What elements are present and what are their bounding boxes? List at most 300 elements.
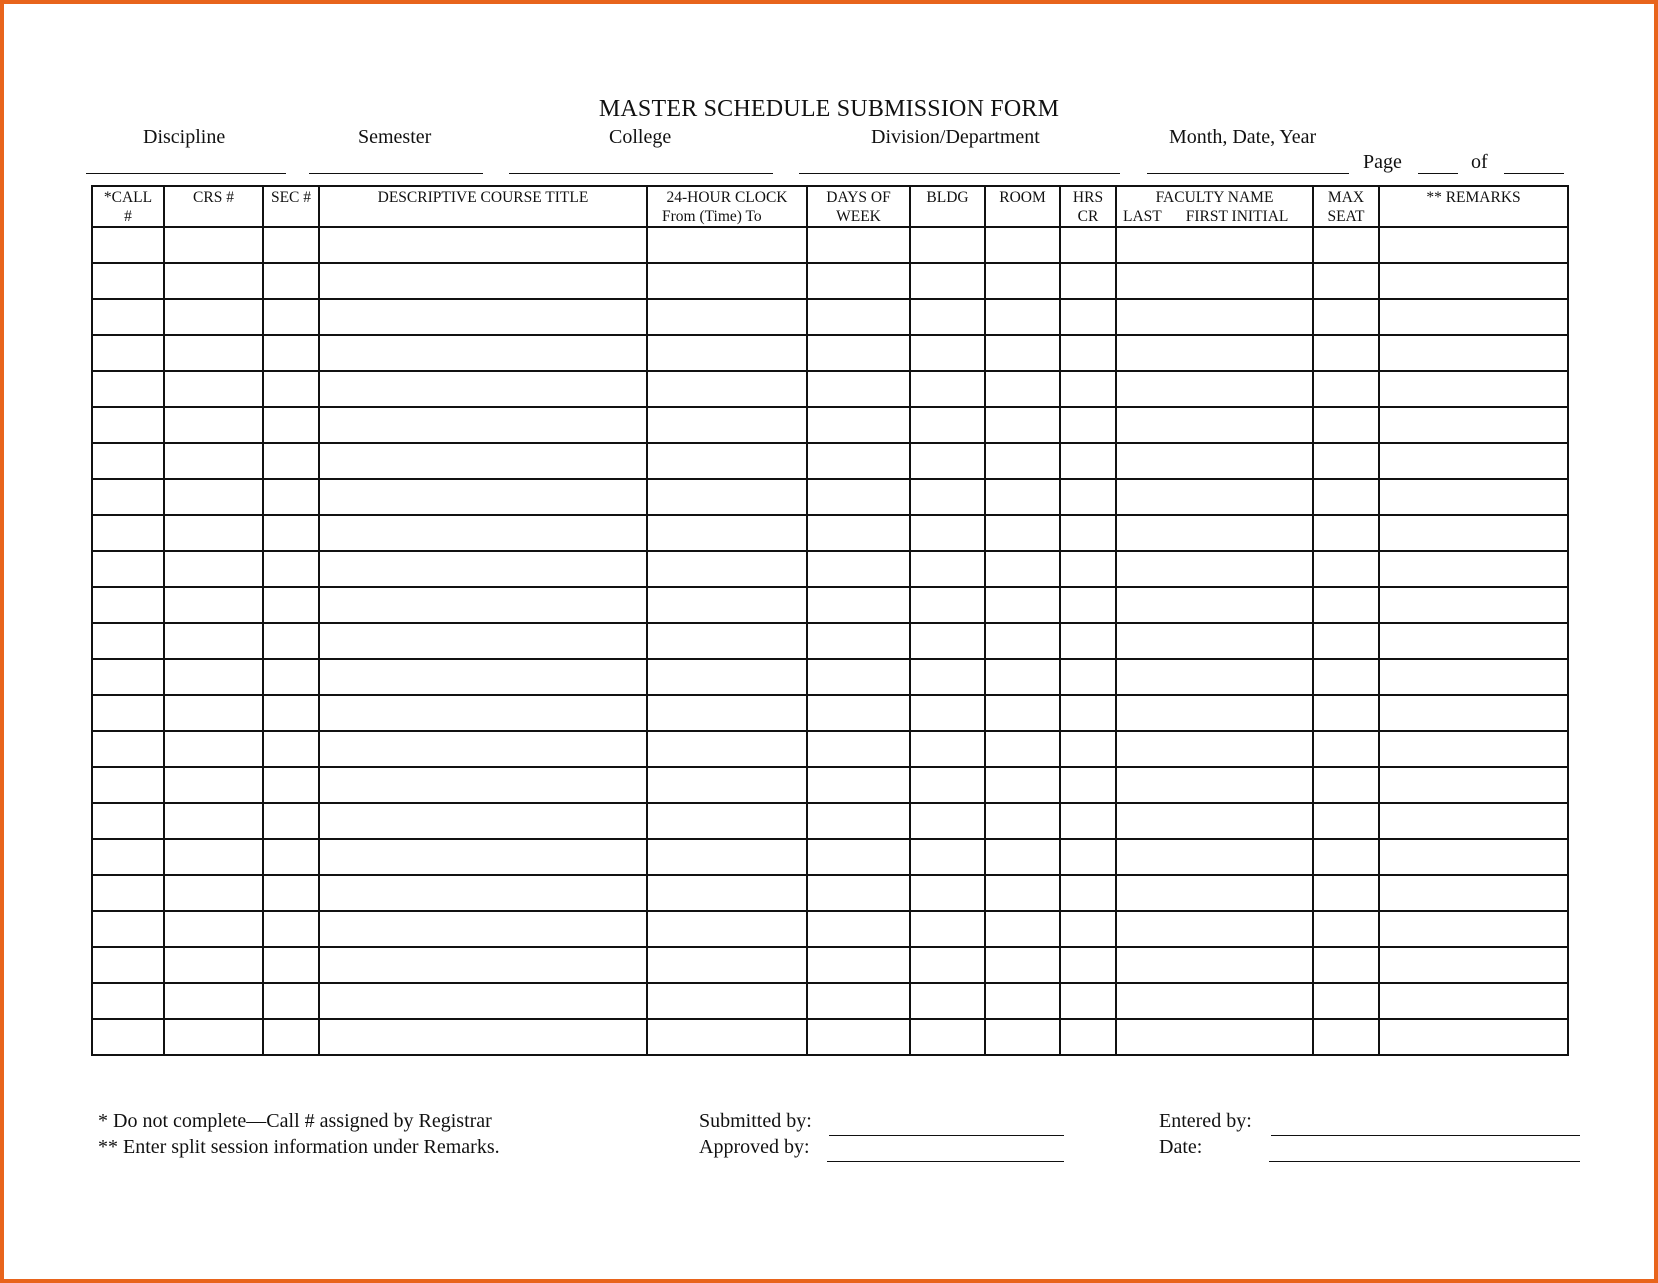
table-cell[interactable] [1313, 875, 1379, 911]
table-cell[interactable] [164, 911, 263, 947]
table-cell[interactable] [985, 371, 1060, 407]
table-cell[interactable] [1116, 659, 1313, 695]
table-cell[interactable] [164, 803, 263, 839]
table-cell[interactable] [92, 479, 164, 515]
table-cell[interactable] [1313, 767, 1379, 803]
table-cell[interactable] [647, 479, 807, 515]
table-cell[interactable] [164, 767, 263, 803]
table-cell[interactable] [164, 551, 263, 587]
table-cell[interactable] [319, 263, 647, 299]
table-cell[interactable] [1060, 335, 1116, 371]
table-cell[interactable] [92, 731, 164, 767]
table-cell[interactable] [910, 407, 985, 443]
table-cell[interactable] [1116, 767, 1313, 803]
table-cell[interactable] [164, 1019, 263, 1055]
table-cell[interactable] [92, 335, 164, 371]
table-cell[interactable] [1116, 695, 1313, 731]
table-cell[interactable] [164, 335, 263, 371]
table-cell[interactable] [910, 731, 985, 767]
table-cell[interactable] [1060, 371, 1116, 407]
table-cell[interactable] [1116, 407, 1313, 443]
column-header-clock: 24-HOUR CLOCK From (Time) To [647, 186, 807, 227]
table-row [92, 407, 1568, 443]
table-cell[interactable] [164, 263, 263, 299]
table-cell[interactable] [1313, 335, 1379, 371]
table-cell[interactable] [92, 515, 164, 551]
table-cell[interactable] [263, 803, 319, 839]
table-cell[interactable] [319, 371, 647, 407]
table-cell[interactable] [985, 335, 1060, 371]
table-cell[interactable] [1313, 587, 1379, 623]
table-cell[interactable] [1313, 695, 1379, 731]
table-cell[interactable] [647, 335, 807, 371]
table-cell[interactable] [1060, 659, 1116, 695]
table-cell[interactable] [910, 335, 985, 371]
table-cell[interactable] [647, 983, 807, 1019]
table-cell[interactable] [1379, 839, 1568, 875]
table-cell[interactable] [1379, 479, 1568, 515]
table-cell[interactable] [985, 767, 1060, 803]
table-cell[interactable] [1060, 551, 1116, 587]
table-cell[interactable] [319, 947, 647, 983]
table-cell[interactable] [1116, 371, 1313, 407]
table-cell[interactable] [164, 407, 263, 443]
table-cell[interactable] [1313, 659, 1379, 695]
table-cell[interactable] [985, 587, 1060, 623]
table-cell[interactable] [910, 371, 985, 407]
table-cell[interactable] [263, 551, 319, 587]
table-cell[interactable] [985, 659, 1060, 695]
table-cell[interactable] [1116, 623, 1313, 659]
division-department-field-line[interactable] [799, 173, 1120, 174]
table-cell[interactable] [1379, 767, 1568, 803]
table-cell[interactable] [807, 695, 910, 731]
table-cell[interactable] [1116, 911, 1313, 947]
table-cell[interactable] [92, 947, 164, 983]
table-cell[interactable] [1313, 803, 1379, 839]
table-cell[interactable] [164, 371, 263, 407]
table-cell[interactable] [807, 335, 910, 371]
table-cell[interactable] [910, 839, 985, 875]
table-cell[interactable] [910, 299, 985, 335]
table-cell[interactable] [1313, 947, 1379, 983]
table-cell[interactable] [319, 407, 647, 443]
table-cell[interactable] [1116, 515, 1313, 551]
table-cell[interactable] [319, 335, 647, 371]
table-cell[interactable] [910, 803, 985, 839]
table-cell[interactable] [910, 947, 985, 983]
table-cell[interactable] [807, 875, 910, 911]
table-cell[interactable] [985, 263, 1060, 299]
table-cell[interactable] [1060, 731, 1116, 767]
table-cell[interactable] [1116, 839, 1313, 875]
table-cell[interactable] [92, 587, 164, 623]
table-cell[interactable] [1116, 587, 1313, 623]
table-cell[interactable] [1060, 839, 1116, 875]
table-cell[interactable] [319, 875, 647, 911]
table-cell[interactable] [647, 695, 807, 731]
table-cell[interactable] [910, 479, 985, 515]
table-cell[interactable] [263, 623, 319, 659]
table-cell[interactable] [263, 731, 319, 767]
table-cell[interactable] [807, 407, 910, 443]
table-cell[interactable] [263, 1019, 319, 1055]
table-cell[interactable] [319, 659, 647, 695]
table-cell[interactable] [1313, 839, 1379, 875]
table-cell[interactable] [910, 551, 985, 587]
table-cell[interactable] [807, 947, 910, 983]
table-cell[interactable] [1060, 875, 1116, 911]
table-row [92, 1019, 1568, 1055]
form-title: MASTER SCHEDULE SUBMISSION FORM [598, 96, 1060, 122]
table-cell[interactable] [1060, 263, 1116, 299]
table-cell[interactable] [263, 263, 319, 299]
table-cell[interactable] [164, 947, 263, 983]
table-cell[interactable] [647, 731, 807, 767]
submitted-by-line[interactable] [829, 1135, 1064, 1136]
table-cell[interactable] [319, 515, 647, 551]
table-cell[interactable] [319, 479, 647, 515]
table-cell[interactable] [92, 875, 164, 911]
table-cell[interactable] [1060, 227, 1116, 263]
table-cell[interactable] [1379, 335, 1568, 371]
table-cell[interactable] [164, 479, 263, 515]
table-cell[interactable] [985, 443, 1060, 479]
table-cell[interactable] [92, 839, 164, 875]
table-cell[interactable] [92, 983, 164, 1019]
table-cell[interactable] [985, 515, 1060, 551]
table-cell[interactable] [92, 371, 164, 407]
table-cell[interactable] [910, 659, 985, 695]
table-cell[interactable] [910, 695, 985, 731]
table-cell[interactable] [1060, 443, 1116, 479]
table-cell[interactable] [263, 407, 319, 443]
table-cell[interactable] [263, 443, 319, 479]
table-cell[interactable] [1379, 875, 1568, 911]
table-row [92, 263, 1568, 299]
table-cell[interactable] [910, 623, 985, 659]
table-cell[interactable] [1116, 803, 1313, 839]
table-cell[interactable] [910, 515, 985, 551]
table-cell[interactable] [319, 551, 647, 587]
table-cell[interactable] [985, 731, 1060, 767]
table-cell[interactable] [1379, 983, 1568, 1019]
table-cell[interactable] [807, 659, 910, 695]
table-cell[interactable] [647, 587, 807, 623]
table-cell[interactable] [92, 767, 164, 803]
table-cell[interactable] [1116, 983, 1313, 1019]
table-cell[interactable] [164, 299, 263, 335]
table-cell[interactable] [1379, 299, 1568, 335]
table-cell[interactable] [92, 1019, 164, 1055]
table-cell[interactable] [807, 911, 910, 947]
table-cell[interactable] [910, 263, 985, 299]
table-cell[interactable] [647, 443, 807, 479]
table-row [92, 299, 1568, 335]
table-cell[interactable] [1116, 1019, 1313, 1055]
table-cell[interactable] [92, 443, 164, 479]
table-cell[interactable] [647, 299, 807, 335]
table-cell[interactable] [1313, 407, 1379, 443]
table-cell[interactable] [985, 911, 1060, 947]
table-cell[interactable] [647, 263, 807, 299]
table-cell[interactable] [1379, 371, 1568, 407]
table-cell[interactable] [807, 263, 910, 299]
table-cell[interactable] [807, 623, 910, 659]
table-cell[interactable] [319, 767, 647, 803]
table-cell[interactable] [319, 839, 647, 875]
table-cell[interactable] [1379, 695, 1568, 731]
table-cell[interactable] [647, 803, 807, 839]
table-cell[interactable] [985, 803, 1060, 839]
table-cell[interactable] [164, 623, 263, 659]
table-cell[interactable] [807, 443, 910, 479]
table-cell[interactable] [1379, 407, 1568, 443]
table-cell[interactable] [647, 623, 807, 659]
table-cell[interactable] [319, 443, 647, 479]
table-cell[interactable] [807, 1019, 910, 1055]
table-cell[interactable] [647, 551, 807, 587]
table-cell[interactable] [1313, 227, 1379, 263]
table-cell[interactable] [807, 299, 910, 335]
table-cell[interactable] [807, 551, 910, 587]
table-cell[interactable] [1060, 983, 1116, 1019]
table-cell[interactable] [1379, 263, 1568, 299]
table-cell[interactable] [263, 227, 319, 263]
table-cell[interactable] [910, 983, 985, 1019]
table-cell[interactable] [910, 911, 985, 947]
table-cell[interactable] [647, 227, 807, 263]
table-cell[interactable] [1379, 227, 1568, 263]
table-cell[interactable] [164, 587, 263, 623]
table-cell[interactable] [1060, 1019, 1116, 1055]
table-cell[interactable] [1379, 803, 1568, 839]
table-cell[interactable] [985, 227, 1060, 263]
table-cell[interactable] [1060, 803, 1116, 839]
table-cell[interactable] [1116, 479, 1313, 515]
table-cell[interactable] [319, 1019, 647, 1055]
table-cell[interactable] [910, 875, 985, 911]
table-cell[interactable] [263, 839, 319, 875]
table-cell[interactable] [910, 227, 985, 263]
table-cell[interactable] [1379, 911, 1568, 947]
table-cell[interactable] [263, 479, 319, 515]
table-cell[interactable] [164, 227, 263, 263]
semester-field-line[interactable] [309, 173, 483, 174]
table-cell[interactable] [1116, 551, 1313, 587]
table-cell[interactable] [1313, 263, 1379, 299]
table-cell[interactable] [985, 983, 1060, 1019]
table-cell[interactable] [647, 659, 807, 695]
table-cell[interactable] [910, 1019, 985, 1055]
table-cell[interactable] [1116, 731, 1313, 767]
table-cell[interactable] [1060, 695, 1116, 731]
table-cell[interactable] [1313, 551, 1379, 587]
table-cell[interactable] [1379, 659, 1568, 695]
table-cell[interactable] [92, 551, 164, 587]
table-cell[interactable] [985, 1019, 1060, 1055]
table-cell[interactable] [92, 659, 164, 695]
table-cell[interactable] [985, 407, 1060, 443]
table-cell[interactable] [164, 983, 263, 1019]
table-cell[interactable] [807, 371, 910, 407]
table-cell[interactable] [1060, 479, 1116, 515]
table-row [92, 371, 1568, 407]
table-cell[interactable] [647, 947, 807, 983]
college-field-line[interactable] [509, 173, 773, 174]
table-cell[interactable] [1116, 443, 1313, 479]
table-cell[interactable] [985, 479, 1060, 515]
table-cell[interactable] [647, 1019, 807, 1055]
table-cell[interactable] [1060, 587, 1116, 623]
table-cell[interactable] [164, 659, 263, 695]
date-line[interactable] [1269, 1161, 1580, 1162]
table-cell[interactable] [807, 731, 910, 767]
table-cell[interactable] [985, 875, 1060, 911]
table-cell[interactable] [807, 587, 910, 623]
table-cell[interactable] [1313, 515, 1379, 551]
page-total-line[interactable] [1504, 173, 1564, 174]
table-cell[interactable] [263, 335, 319, 371]
table-cell[interactable] [1313, 1019, 1379, 1055]
table-cell[interactable] [910, 443, 985, 479]
table-cell[interactable] [263, 299, 319, 335]
table-cell[interactable] [1379, 551, 1568, 587]
page-number-line[interactable] [1418, 173, 1458, 174]
table-cell[interactable] [1116, 263, 1313, 299]
table-cell[interactable] [985, 695, 1060, 731]
table-cell[interactable] [1060, 767, 1116, 803]
table-row [92, 587, 1568, 623]
table-cell[interactable] [1060, 515, 1116, 551]
table-cell[interactable] [1313, 983, 1379, 1019]
table-cell[interactable] [985, 623, 1060, 659]
table-cell[interactable] [92, 803, 164, 839]
table-cell[interactable] [1313, 371, 1379, 407]
table-cell[interactable] [263, 587, 319, 623]
table-cell[interactable] [92, 227, 164, 263]
table-cell[interactable] [319, 299, 647, 335]
table-cell[interactable] [319, 983, 647, 1019]
college-label: College [609, 126, 672, 148]
table-cell[interactable] [319, 587, 647, 623]
table-cell[interactable] [263, 659, 319, 695]
table-cell[interactable] [807, 983, 910, 1019]
table-cell[interactable] [985, 839, 1060, 875]
table-cell[interactable] [910, 587, 985, 623]
table-cell[interactable] [263, 911, 319, 947]
table-cell[interactable] [1060, 407, 1116, 443]
column-header-sec: SEC # [263, 186, 319, 227]
table-cell[interactable] [1379, 515, 1568, 551]
table-cell[interactable] [1313, 911, 1379, 947]
table-cell[interactable] [647, 875, 807, 911]
entered-by-line[interactable] [1271, 1135, 1580, 1136]
table-cell[interactable] [1060, 299, 1116, 335]
table-cell[interactable] [1379, 443, 1568, 479]
discipline-field-line[interactable] [86, 173, 286, 174]
table-cell[interactable] [164, 695, 263, 731]
table-cell[interactable] [1379, 947, 1568, 983]
table-cell[interactable] [985, 299, 1060, 335]
table-cell[interactable] [164, 875, 263, 911]
table-cell[interactable] [1060, 911, 1116, 947]
table-cell[interactable] [647, 515, 807, 551]
table-cell[interactable] [1379, 587, 1568, 623]
table-cell[interactable] [807, 803, 910, 839]
table-cell[interactable] [319, 695, 647, 731]
table-cell[interactable] [647, 839, 807, 875]
table-cell[interactable] [164, 839, 263, 875]
table-cell[interactable] [319, 731, 647, 767]
table-cell[interactable] [1116, 947, 1313, 983]
table-cell[interactable] [164, 731, 263, 767]
table-cell[interactable] [647, 767, 807, 803]
month-date-year-field-line[interactable] [1147, 173, 1349, 174]
table-cell[interactable] [263, 371, 319, 407]
table-cell[interactable] [910, 767, 985, 803]
table-cell[interactable] [647, 407, 807, 443]
table-cell[interactable] [263, 875, 319, 911]
table-cell[interactable] [263, 767, 319, 803]
table-cell[interactable] [1379, 731, 1568, 767]
table-cell[interactable] [92, 695, 164, 731]
table-cell[interactable] [92, 911, 164, 947]
table-cell[interactable] [319, 227, 647, 263]
table-cell[interactable] [1060, 623, 1116, 659]
table-cell[interactable] [164, 515, 263, 551]
table-cell[interactable] [1313, 443, 1379, 479]
table-cell[interactable] [319, 911, 647, 947]
table-row [92, 875, 1568, 911]
table-cell[interactable] [807, 479, 910, 515]
table-cell[interactable] [263, 695, 319, 731]
table-cell[interactable] [985, 551, 1060, 587]
faculty-last-label: LAST [1123, 208, 1162, 225]
table-cell[interactable] [319, 803, 647, 839]
table-cell[interactable] [1116, 299, 1313, 335]
table-cell[interactable] [92, 407, 164, 443]
approved-by-line[interactable] [827, 1161, 1064, 1162]
table-cell[interactable] [1379, 623, 1568, 659]
table-cell[interactable] [319, 623, 647, 659]
table-cell[interactable] [1313, 731, 1379, 767]
table-cell[interactable] [164, 443, 263, 479]
table-cell[interactable] [1116, 227, 1313, 263]
table-cell[interactable] [92, 623, 164, 659]
table-cell[interactable] [1060, 947, 1116, 983]
table-cell[interactable] [92, 263, 164, 299]
table-cell[interactable] [263, 983, 319, 1019]
table-cell[interactable] [92, 299, 164, 335]
table-cell[interactable] [647, 371, 807, 407]
table-cell[interactable] [985, 947, 1060, 983]
table-cell[interactable] [1313, 479, 1379, 515]
table-cell[interactable] [1116, 875, 1313, 911]
table-cell[interactable] [1116, 335, 1313, 371]
table-cell[interactable] [1313, 623, 1379, 659]
table-cell[interactable] [647, 911, 807, 947]
table-cell[interactable] [263, 947, 319, 983]
table-cell[interactable] [807, 227, 910, 263]
table-cell[interactable] [1379, 1019, 1568, 1055]
table-cell[interactable] [807, 515, 910, 551]
column-header-remarks: ** REMARKS [1379, 186, 1568, 227]
table-cell[interactable] [1313, 299, 1379, 335]
table-cell[interactable] [263, 515, 319, 551]
table-cell[interactable] [807, 767, 910, 803]
table-cell[interactable] [807, 839, 910, 875]
